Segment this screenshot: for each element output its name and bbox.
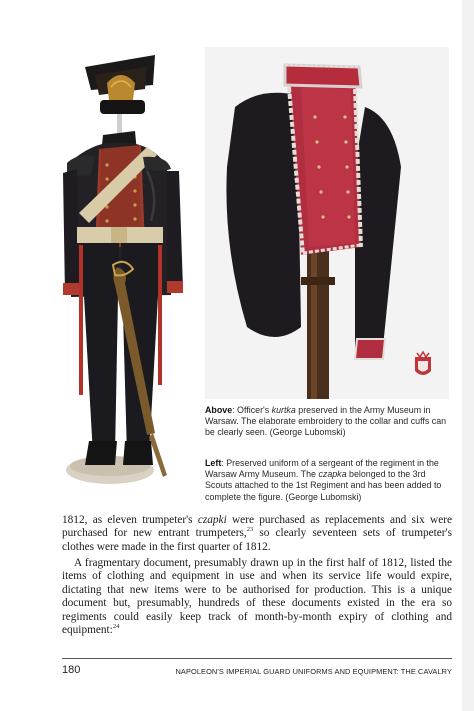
footnote-ref[interactable]: 23 bbox=[246, 526, 254, 534]
running-head: NAPOLEON'S IMPERIAL GUARD UNIFORMS AND EQUIPMENT: THE CAVALRY bbox=[175, 667, 452, 676]
caption-lead: Left bbox=[205, 458, 222, 468]
body-paragraph-1 bbox=[62, 514, 452, 554]
caption-lead: Above bbox=[205, 405, 233, 415]
footer-rule bbox=[62, 658, 452, 659]
caption-text: : Officer's bbox=[232, 405, 272, 415]
caption-above bbox=[205, 405, 450, 439]
caption-text: : Preserved uniform of a sergeant of the regiment in the Warsaw Army Museum. The bbox=[205, 458, 439, 480]
body-text-run: 1812, as eleven trumpeter's bbox=[62, 514, 198, 526]
caption-italic: czapka bbox=[318, 469, 347, 480]
caption-text: belonged to the 3rd Scouts attached to the 1st Regiment and has been added to complete the figure. (George Lubomski) bbox=[205, 469, 442, 502]
page-number: 180 bbox=[62, 664, 81, 676]
body-text-run: were purchased as replacements and six were purchased for new entrant trumpeters, bbox=[62, 514, 452, 540]
caption-text: preserved in the Army Museum in Warsaw. The elaborate embroidery to the collar and cuffs can be clearly seen. (George Lubomski) bbox=[205, 405, 447, 438]
body-paragraph-2 bbox=[62, 557, 452, 637]
caption-left bbox=[205, 458, 450, 503]
body-italic-run: czapki bbox=[197, 514, 227, 526]
footnote-ref[interactable]: 24 bbox=[112, 623, 120, 631]
page-edge bbox=[462, 0, 474, 711]
sergeant-uniform-photo bbox=[55, 45, 205, 495]
body-text-run: A fragmentary document, presumably drawn up in the first half of 1812, listed the items of clothing and equipment in use and when its service life would expire, dictating that new items were to be authorised for production. This is a unique document but, presumably, hundreds of these documents existed in the era so regiments could easily keep track of month-by-month expiry of clothing and equipment: bbox=[62, 557, 452, 637]
caption-italic: kurtka bbox=[271, 405, 296, 415]
body-text-run: so clearly seventeen sets of trumpeter's clothes were made in the first quarter of 1812. bbox=[62, 527, 452, 553]
officer-kurtka-photo bbox=[205, 47, 449, 399]
